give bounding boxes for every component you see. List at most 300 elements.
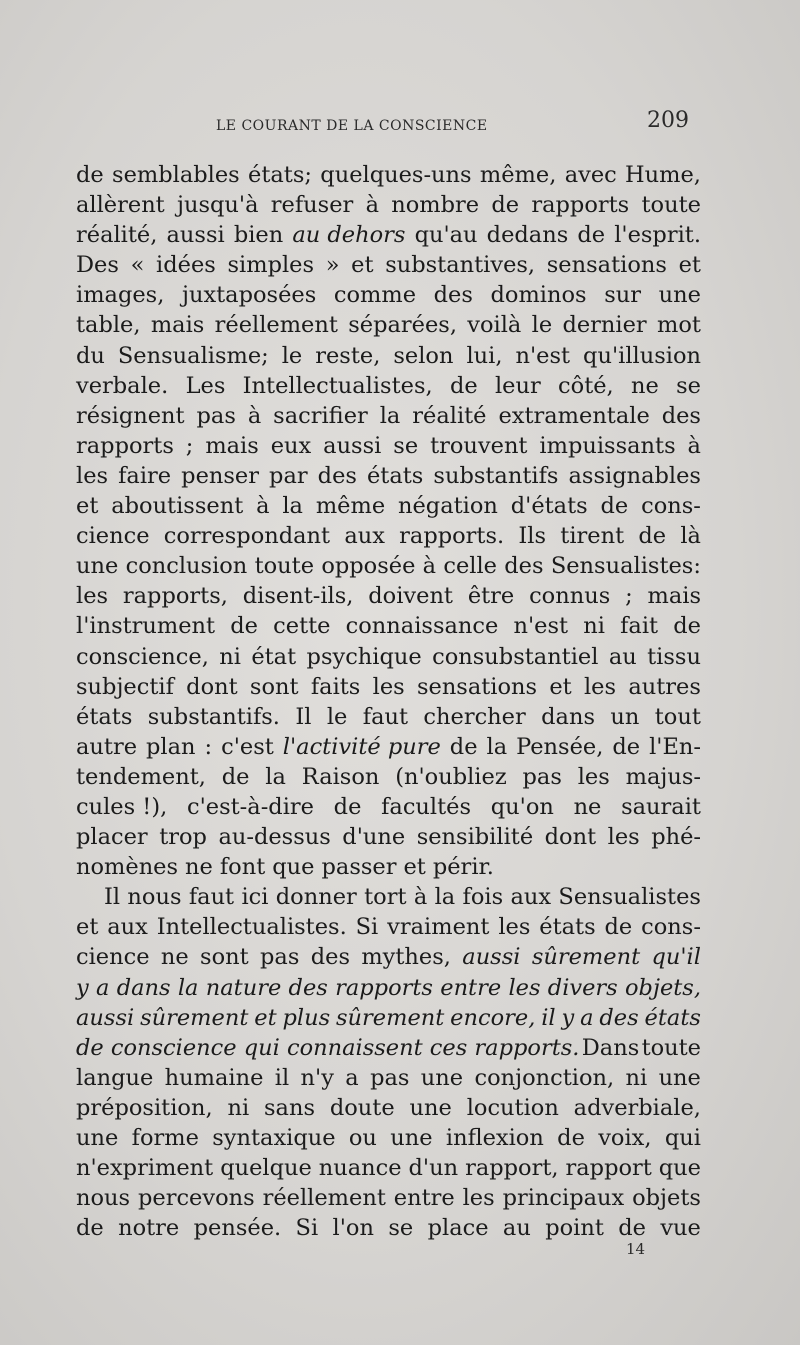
text-line bbox=[76, 792, 701, 822]
word: et bbox=[351, 252, 374, 279]
word: leur bbox=[494, 372, 541, 399]
word: « bbox=[130, 252, 145, 279]
word: séparées, bbox=[348, 312, 457, 339]
italic-word: entre bbox=[440, 974, 502, 1001]
word: états; bbox=[248, 162, 312, 188]
italic-word: y bbox=[76, 974, 89, 1001]
word: semblables bbox=[112, 162, 240, 188]
word: font bbox=[219, 854, 266, 881]
word: rapport bbox=[565, 1155, 652, 1182]
word: conjonction, bbox=[474, 1064, 615, 1091]
word: ni bbox=[227, 1094, 250, 1121]
word: autre bbox=[76, 733, 138, 760]
italic-word: a bbox=[580, 1004, 594, 1031]
word: penser bbox=[181, 462, 259, 489]
word: vue bbox=[660, 1215, 701, 1242]
italic-word: objets, bbox=[625, 974, 701, 1001]
word: de bbox=[638, 523, 667, 550]
word: phé- bbox=[651, 824, 701, 851]
word: les bbox=[372, 673, 405, 700]
word: les bbox=[76, 462, 109, 489]
word: au bbox=[502, 1215, 531, 1242]
word: doivent bbox=[368, 583, 453, 610]
word: tirent bbox=[560, 523, 625, 550]
word: ne bbox=[160, 944, 189, 971]
word: les bbox=[76, 583, 109, 610]
word: des bbox=[504, 553, 544, 580]
word: de bbox=[221, 763, 250, 790]
word: chercher bbox=[423, 703, 526, 730]
italic-word: l'activité pure bbox=[282, 733, 441, 760]
word: faits bbox=[310, 673, 361, 700]
word: dont bbox=[544, 824, 597, 851]
text-line bbox=[76, 371, 701, 401]
word: simples bbox=[227, 252, 315, 279]
word: la bbox=[265, 763, 286, 790]
italic-word: aussi bbox=[76, 1004, 135, 1031]
word: pas bbox=[196, 402, 236, 429]
word: locution bbox=[466, 1094, 559, 1121]
word: selon bbox=[393, 342, 454, 369]
word: Il bbox=[295, 703, 312, 730]
text-line bbox=[76, 190, 701, 220]
word: bien bbox=[233, 222, 284, 249]
word: placer bbox=[76, 824, 148, 851]
word: les bbox=[577, 763, 610, 790]
text-line bbox=[76, 882, 701, 912]
word: Intellectualistes. bbox=[156, 914, 347, 941]
word: qu'illusion bbox=[583, 342, 701, 369]
word: trouvent bbox=[430, 432, 528, 459]
word: et bbox=[678, 252, 701, 279]
word: des bbox=[433, 282, 473, 309]
word: notre bbox=[118, 1215, 180, 1242]
word: ici bbox=[241, 884, 269, 911]
word: pas bbox=[370, 1064, 410, 1091]
word: Dans bbox=[581, 1034, 640, 1061]
word: du bbox=[76, 342, 105, 369]
word: adverbiale, bbox=[573, 1094, 701, 1121]
word: nuance bbox=[318, 1155, 402, 1182]
word: Il bbox=[104, 884, 121, 911]
word: saurait bbox=[621, 793, 701, 820]
word: celle bbox=[443, 553, 497, 580]
word: ni bbox=[625, 1064, 648, 1091]
word: correspondant bbox=[163, 523, 331, 550]
word: allèrent bbox=[76, 192, 165, 219]
word: nombre bbox=[391, 192, 480, 219]
italic-word: sûrement bbox=[336, 1004, 445, 1031]
word: même, bbox=[479, 162, 557, 188]
word: l'on bbox=[332, 1215, 374, 1242]
word: l'En- bbox=[649, 733, 701, 760]
word: le bbox=[326, 703, 348, 730]
word: de bbox=[76, 162, 104, 188]
word: c'est-à-dire bbox=[186, 793, 314, 820]
word: réalité bbox=[412, 402, 487, 429]
word: à bbox=[413, 884, 428, 911]
text-line bbox=[76, 401, 701, 431]
word: se bbox=[676, 372, 701, 399]
word: de bbox=[600, 493, 629, 520]
word: conscience, bbox=[76, 643, 209, 670]
word: passer bbox=[321, 854, 397, 881]
word: voilà bbox=[467, 312, 522, 339]
page-number: 209 bbox=[647, 108, 689, 133]
word: n'y bbox=[300, 1064, 334, 1091]
word: plan bbox=[146, 733, 196, 760]
word: périr. bbox=[432, 854, 494, 881]
word: de bbox=[333, 793, 362, 820]
word: dont bbox=[186, 673, 238, 700]
italic-word: qu'il bbox=[651, 944, 701, 971]
word: mais bbox=[647, 583, 701, 610]
word: refuser bbox=[270, 192, 354, 219]
text-line bbox=[76, 642, 701, 672]
body-text bbox=[76, 160, 701, 1243]
word: sensations bbox=[416, 673, 538, 700]
word: ne bbox=[573, 793, 602, 820]
word: sensations bbox=[546, 252, 667, 279]
italic-word: sûrement bbox=[140, 1004, 249, 1031]
word: sensibilité bbox=[416, 824, 534, 851]
word: percevons bbox=[137, 1185, 255, 1212]
word: la bbox=[379, 402, 401, 429]
word: par bbox=[269, 462, 308, 489]
word: cons- bbox=[641, 493, 701, 520]
word: réellement bbox=[214, 312, 338, 339]
text-line bbox=[76, 973, 701, 1003]
word: ne bbox=[185, 854, 213, 881]
word: sacrifier bbox=[273, 402, 368, 429]
word: impuissants bbox=[539, 432, 676, 459]
word: toute bbox=[641, 1034, 701, 1061]
word: : bbox=[204, 733, 213, 760]
italic-word: de conscience qui connaissent ces rapports. bbox=[76, 1034, 580, 1061]
word: aussi bbox=[166, 222, 225, 249]
word: n'est bbox=[515, 342, 571, 369]
word: reste, bbox=[315, 342, 381, 369]
text-line bbox=[76, 942, 701, 972]
word: à bbox=[687, 432, 701, 459]
word: mot bbox=[656, 312, 701, 339]
word: conclusion bbox=[125, 553, 248, 580]
text-line bbox=[76, 1183, 701, 1213]
text-line bbox=[76, 912, 701, 942]
text-line bbox=[76, 521, 701, 551]
word: se bbox=[393, 432, 419, 459]
word: connaissance bbox=[345, 613, 499, 640]
word: Sensualisme; bbox=[117, 342, 269, 369]
text-line bbox=[76, 1093, 701, 1123]
italic-word: sûrement bbox=[531, 944, 641, 971]
word: ou bbox=[348, 1125, 377, 1151]
word: Sensualistes: bbox=[550, 553, 701, 580]
word: sur bbox=[604, 282, 641, 309]
word: de bbox=[612, 733, 641, 760]
word: la bbox=[282, 493, 303, 520]
word: comme bbox=[333, 282, 417, 309]
word: Si bbox=[355, 914, 379, 941]
word: dans bbox=[541, 703, 595, 730]
word: la bbox=[434, 884, 456, 911]
word: quelques-uns bbox=[320, 162, 472, 188]
word: le bbox=[281, 342, 303, 369]
word: Ils bbox=[518, 523, 547, 550]
word: aboutissent bbox=[111, 493, 244, 520]
word: rapport, bbox=[465, 1155, 559, 1182]
text-line bbox=[76, 280, 701, 310]
word: ni bbox=[583, 613, 605, 640]
word: il bbox=[274, 1064, 290, 1091]
word: cience bbox=[76, 523, 150, 550]
word: Raison bbox=[301, 763, 380, 790]
word: pensée. bbox=[193, 1215, 282, 1242]
word: à bbox=[365, 192, 379, 219]
word: idées bbox=[156, 252, 216, 279]
word: doute bbox=[329, 1094, 395, 1121]
word: de bbox=[618, 1215, 646, 1242]
word: nous bbox=[76, 1185, 131, 1212]
word: consubstantiel bbox=[432, 643, 599, 670]
text-line bbox=[76, 1123, 701, 1153]
italic-word: divers bbox=[547, 974, 618, 1001]
word: Si bbox=[295, 1215, 319, 1242]
word: qu'on bbox=[490, 793, 554, 820]
word: préposition, bbox=[76, 1094, 213, 1121]
word: (n'oubliez bbox=[395, 763, 507, 790]
word: entre bbox=[393, 1185, 455, 1212]
word: côté, bbox=[558, 372, 614, 399]
text-line bbox=[76, 310, 701, 340]
word: Des bbox=[76, 252, 119, 279]
word: les bbox=[498, 914, 531, 941]
word: fois bbox=[462, 884, 504, 911]
word: une bbox=[76, 553, 119, 580]
word: l'esprit. bbox=[614, 222, 701, 249]
word: inflexion bbox=[445, 1125, 544, 1151]
word: n'est bbox=[513, 613, 569, 640]
text-line bbox=[76, 1063, 701, 1093]
italic-word: nature bbox=[205, 974, 282, 1001]
word: tout bbox=[654, 703, 701, 730]
word: le bbox=[531, 312, 553, 339]
word: psychique bbox=[306, 643, 422, 670]
word: tort bbox=[364, 884, 407, 911]
word: place bbox=[427, 1215, 489, 1242]
word: Pensée, bbox=[516, 733, 604, 760]
word: rapports bbox=[76, 432, 174, 459]
word: verbale. bbox=[76, 372, 169, 399]
text-line bbox=[76, 702, 701, 732]
word: ni bbox=[219, 643, 241, 670]
word: tissu bbox=[647, 643, 701, 670]
signature-mark: 14 bbox=[626, 1240, 646, 1258]
word: mythes, bbox=[361, 944, 451, 971]
word: une bbox=[658, 282, 701, 309]
text-line bbox=[76, 461, 701, 491]
word: principaux bbox=[502, 1185, 625, 1212]
word: d'états bbox=[510, 493, 588, 520]
word: cons- bbox=[641, 914, 701, 941]
word: ; bbox=[185, 432, 194, 459]
text-line bbox=[76, 1213, 701, 1243]
word: des bbox=[661, 402, 701, 429]
italic-word: il bbox=[541, 1004, 556, 1031]
word: fait bbox=[620, 613, 659, 640]
word: être bbox=[467, 583, 515, 610]
word: dernier bbox=[562, 312, 647, 339]
word: sont bbox=[200, 944, 249, 971]
word: aux bbox=[344, 523, 385, 550]
text-line bbox=[76, 491, 701, 521]
word: avec bbox=[564, 162, 617, 188]
word: juxtaposées bbox=[181, 282, 317, 309]
text-line bbox=[76, 822, 701, 852]
word: majus- bbox=[625, 763, 701, 790]
word: lui, bbox=[466, 342, 503, 369]
italic-word: les bbox=[508, 974, 541, 1001]
text-line bbox=[76, 1033, 701, 1063]
word: une bbox=[409, 1094, 452, 1121]
word: Hume, bbox=[625, 162, 701, 188]
word: là bbox=[680, 523, 701, 550]
word: à bbox=[256, 493, 270, 520]
word: substantives, bbox=[385, 252, 536, 279]
word: d'un bbox=[408, 1155, 459, 1182]
italic-word: dans bbox=[116, 974, 171, 1001]
word: états bbox=[76, 703, 133, 730]
word: de bbox=[673, 613, 701, 640]
word: une bbox=[420, 1064, 464, 1091]
word: nous bbox=[127, 884, 182, 911]
word: dedans bbox=[486, 222, 569, 249]
word: une bbox=[658, 1064, 701, 1091]
word: images, bbox=[76, 282, 165, 309]
word: de bbox=[449, 372, 478, 399]
italic-word: encore, bbox=[450, 1004, 536, 1031]
word: disent-ils, bbox=[242, 583, 354, 610]
text-line bbox=[76, 160, 701, 190]
word: voix, bbox=[598, 1125, 652, 1151]
word: et bbox=[76, 493, 99, 520]
text-line bbox=[76, 672, 701, 702]
word: d'une bbox=[342, 824, 406, 851]
word: mais bbox=[150, 312, 205, 339]
word: qui bbox=[664, 1125, 701, 1151]
text-line bbox=[76, 250, 701, 280]
word: états bbox=[366, 462, 424, 489]
word: Intellectualistes, bbox=[242, 372, 433, 399]
word: forme bbox=[131, 1125, 199, 1151]
word: les bbox=[583, 673, 617, 700]
word: substantifs bbox=[433, 462, 559, 489]
word: cience bbox=[76, 944, 150, 971]
word: cules !), bbox=[76, 793, 168, 820]
word: et bbox=[403, 854, 426, 881]
text-line bbox=[76, 551, 701, 581]
word: de bbox=[604, 914, 633, 941]
italic-word: des bbox=[288, 974, 328, 1001]
word: au bbox=[608, 643, 637, 670]
word: et bbox=[76, 914, 99, 941]
word: point bbox=[545, 1215, 604, 1242]
word: les bbox=[607, 824, 640, 851]
word: quelque bbox=[220, 1155, 312, 1182]
text-line bbox=[76, 220, 701, 250]
word: que bbox=[272, 854, 315, 881]
word: des bbox=[317, 462, 357, 489]
word: de bbox=[557, 1125, 585, 1151]
italic-word: aussi bbox=[462, 944, 521, 971]
text-line bbox=[76, 341, 701, 371]
word: qu'au bbox=[414, 222, 478, 249]
word: une bbox=[76, 1125, 119, 1151]
word: un bbox=[610, 703, 640, 730]
word: sans bbox=[264, 1094, 315, 1121]
italic-word: a bbox=[96, 974, 110, 1001]
word: réellement bbox=[262, 1185, 386, 1212]
text-line bbox=[76, 1153, 701, 1183]
word: assignables bbox=[568, 462, 701, 489]
word: ; bbox=[625, 583, 633, 610]
word: aux bbox=[510, 884, 552, 911]
word: tendement, bbox=[76, 763, 206, 790]
word: états bbox=[539, 914, 596, 941]
running-title: LE COURANT DE LA CONSCIENCE bbox=[216, 118, 488, 134]
word: donner bbox=[275, 884, 357, 911]
word: au-dessus bbox=[218, 824, 331, 851]
word: Les bbox=[185, 372, 226, 399]
word: état bbox=[251, 643, 297, 670]
word: table, bbox=[76, 312, 141, 339]
word: objets bbox=[632, 1185, 701, 1212]
word: faire bbox=[118, 462, 172, 489]
word: à bbox=[247, 402, 262, 429]
word: mais bbox=[205, 432, 259, 459]
word: cette bbox=[273, 613, 331, 640]
italic-word: états bbox=[644, 1004, 701, 1031]
word: pas bbox=[522, 763, 562, 790]
word: syntaxique bbox=[212, 1125, 336, 1151]
word: Sensualistes bbox=[558, 884, 701, 911]
word: rapports. bbox=[399, 523, 505, 550]
word: toute bbox=[641, 192, 701, 219]
word: eux bbox=[270, 432, 312, 459]
word: à bbox=[422, 553, 437, 580]
italic-word: des bbox=[599, 1004, 639, 1031]
word: opposée bbox=[321, 553, 416, 580]
word: langue bbox=[76, 1064, 154, 1091]
italic-word: rapports bbox=[335, 974, 433, 1001]
word: ne bbox=[631, 372, 659, 399]
word: humaine bbox=[164, 1064, 264, 1091]
word: les bbox=[462, 1185, 495, 1212]
word: extramentale bbox=[498, 402, 650, 429]
word: sont bbox=[249, 673, 299, 700]
text-line bbox=[76, 431, 701, 461]
word: jusqu'à bbox=[177, 192, 259, 219]
word: et bbox=[549, 673, 572, 700]
word: de bbox=[76, 1215, 104, 1242]
word: » bbox=[325, 252, 340, 279]
word: a bbox=[345, 1064, 359, 1091]
word: vraiment bbox=[387, 914, 490, 941]
text-line bbox=[76, 581, 701, 611]
word: subjectif bbox=[76, 673, 174, 700]
word: substantifs. bbox=[147, 703, 280, 730]
word: la bbox=[486, 733, 508, 760]
